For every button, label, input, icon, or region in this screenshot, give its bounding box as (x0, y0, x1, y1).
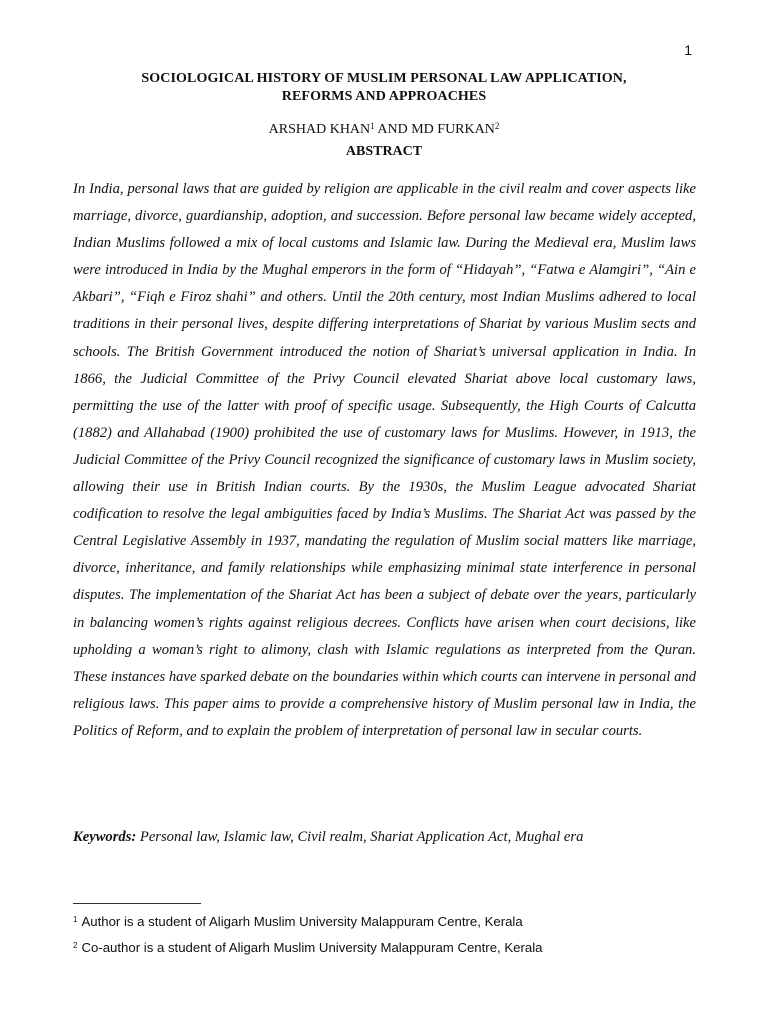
keywords-text: Personal law, Islamic law, Civil realm, Shariat Application Act, Mughal era (136, 829, 584, 845)
title-line-1: SOCIOLOGICAL HISTORY OF MUSLIM PERSONAL LAW APPLICATION, (141, 71, 627, 86)
footnote-1 (73, 911, 713, 931)
author-2-footnote-mark: 2 (494, 121, 500, 131)
keywords-line (73, 827, 713, 847)
footnote-divider (73, 903, 201, 904)
author-1-footnote-mark: 1 (370, 121, 375, 131)
abstract-heading: ABSTRACT (345, 144, 423, 159)
footnote-1-text: Author is a student of Aligarh Muslim University Malappuram Centre, Kerala (81, 914, 523, 929)
abstract-body: In India, personal laws that are guided by religion are applicable in the civil realm and cover aspects like marriage, divorce, guardianship, adoption, and succession. Before personal law became widely accepted, Indian Muslims followed a mix of local customs and Islamic law. During the Medieval era, Muslim laws were introduced in India by the Mughal emperors in the form of “Hidayah”, “Fatwa e Alamgiri”, “Ain e Akbari”, “Fiqh e Firoz shahi” and others. Until the 20th century, most Indian Muslims adhered to local traditions in their personal lives, despite differing interpretations of Shariat by various Muslim sects and schools. The British Government introduced the notion of Shariat’s universal application in India. In 1866, the Judicial Committee of the Privy Council elevated Shariat above local customary laws, permitting the use of the latter with proof of specific usage. Subsequently, the High Courts of Calcutta (1882) and Allahabad (1900) prohibited the use of customary laws for Muslims. However, in 1913, the Judicial Committee of the Privy Council recognized the significance of customary laws in Muslim society, allowing their use in British Indian courts. By the 1930s, the Muslim League advocated Shariat codification to resolve the legal ambiguities faced by India’s Muslims. The Shariat Act was passed by the Central Legislative Assembly in 1937, mandating the regulation of Muslim social matters like marriage, divorce, inheritance, and family relationships while emphasizing minimal state interference in personal disputes. The implementation of the Shariat Act has been a subject of debate over the years, particularly in balancing women’s rights against religious decrees. Conflicts have arisen when court decisions, like upholding a woman’s right to alimony, clash with Islamic regulations as interpreted from the Quran. These instances have sparked debate on the boundaries within which courts can intervene in personal and religious laws. This paper aims to provide a comprehensive history of Muslim personal law in India, the Politics of Reform, and to explain the problem of interpretation of personal law in secular courts. (73, 181, 696, 739)
footnote-2-mark: 2 (73, 941, 78, 950)
footnote-2-text: Co-author is a student of Aligarh Muslim University Malappuram Centre, Kerala (81, 940, 543, 955)
paper-title (60, 70, 708, 106)
title-line-2: REFORMS AND APPROACHES (281, 89, 487, 104)
keywords-label: Keywords: (73, 829, 137, 845)
footnote-2 (73, 937, 713, 957)
author-joiner: AND (374, 122, 412, 137)
author-2: MD FURKAN (411, 122, 495, 137)
author-line (60, 117, 708, 139)
footnote-1-mark: 1 (73, 915, 78, 924)
page-number: 1 (684, 42, 692, 58)
author-1: ARSHAD KHAN (268, 122, 371, 137)
